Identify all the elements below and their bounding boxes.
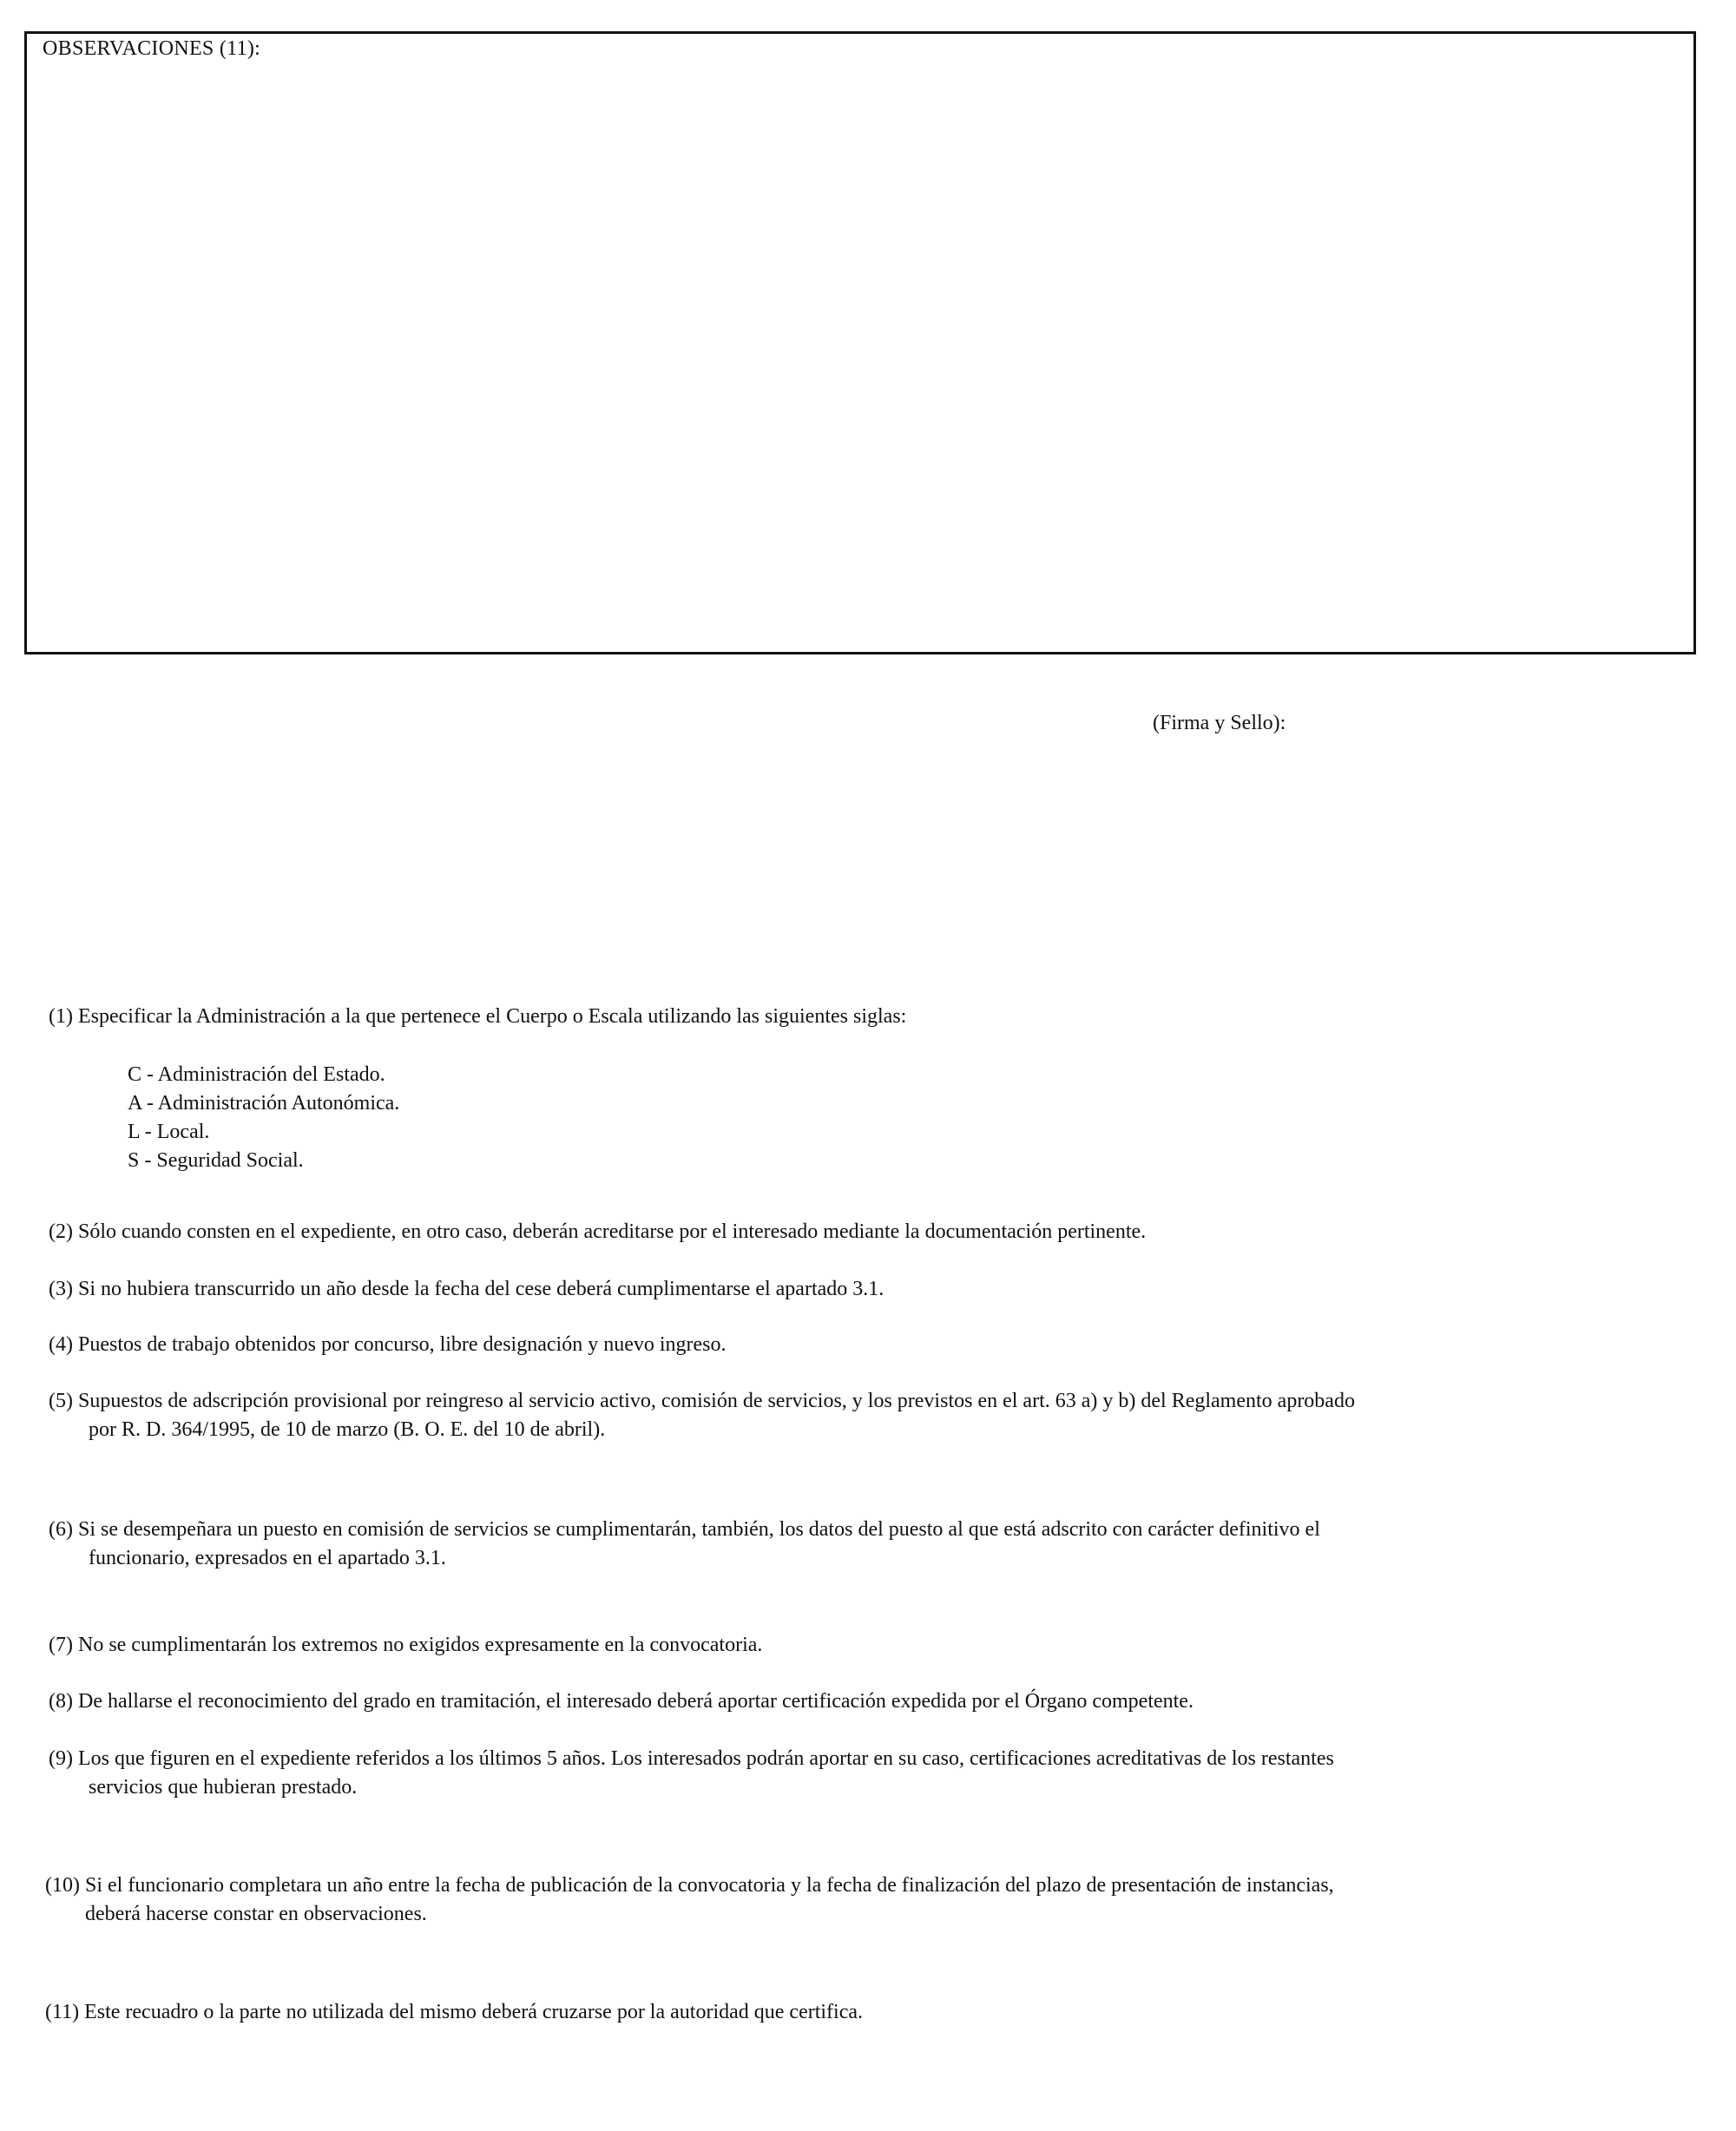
note-10-line-2: deberá hacerse constar en observaciones. [85,1903,427,1925]
note-9-line-2: servicios que hubieran prestado. [89,1776,358,1799]
note-3: (3) Si no hubiera transcurrido un año desde la fecha del cese deberá cumplimentarse el apartado 3.1. [49,1278,884,1300]
sigla-l: L - Local. [128,1121,210,1143]
note-4: (4) Puestos de trabajo obtenidos por concurso, libre designación y nuevo ingreso. [49,1333,727,1356]
note-9-line-1: (9) Los que figuren en el expediente referidos a los últimos 5 años. Los interesados podrán aportar en su caso, certificaciones acreditativas de los restantes [49,1747,1334,1770]
note-6-line-2: funcionario, expresados en el apartado 3.1. [89,1547,446,1569]
note-2: (2) Sólo cuando consten en el expediente, en otro caso, deberán acreditarse por el interesado mediante la documentación pertinente. [49,1220,1147,1243]
siglas-list [128,1061,399,1175]
note-7: (7) No se cumplimentarán los extremos no exigidos expresamente en la convocatoria. [49,1634,763,1656]
note-5-line-1: (5) Supuestos de adscripción provisional por reingreso al servicio activo, comisión de servicios, y los previstos en el art. 63 a) y b) del Reglamento aprobado [49,1390,1355,1412]
note-10-line-1: (10) Si el funcionario completara un año entre la fecha de publicación de la convocatoria y la fecha de finalización del plazo de presentación de instancias, [45,1874,1334,1897]
note-9 [49,1745,1698,1802]
note-5-line-2: por R. D. 364/1995, de 10 de marzo (B. O. E. del 10 de abril). [89,1418,606,1441]
note-11: (11) Este recuadro o la parte no utilizada del mismo deberá cruzarse por la autoridad que certifica. [45,2001,864,2023]
sigla-s: S - Seguridad Social. [128,1149,304,1172]
observaciones-title: OBSERVACIONES (11): [43,37,261,60]
sigla-c: C - Administración del Estado. [128,1063,385,1086]
sigla-a: A - Administración Autonómica. [128,1092,400,1115]
note-10 [45,1871,1694,1929]
firma-sello-label: (Firma y Sello): [1153,712,1286,734]
note-8: (8) De hallarse el reconocimiento del grado en tramitación, el interesado deberá aportar certificación expedida por el Órgano competente. [49,1690,1194,1713]
note-1: (1) Especificar la Administración a la que pertenece el Cuerpo o Escala utilizando las siguientes siglas: [49,1005,907,1028]
note-6-line-1: (6) Si se desempeñara un puesto en comisión de servicios se cumplimentarán, también, los datos del puesto al que está adscrito con carácter definitivo el [49,1518,1320,1541]
note-5 [49,1387,1698,1444]
note-6 [49,1516,1698,1573]
observaciones-box [24,31,1696,654]
